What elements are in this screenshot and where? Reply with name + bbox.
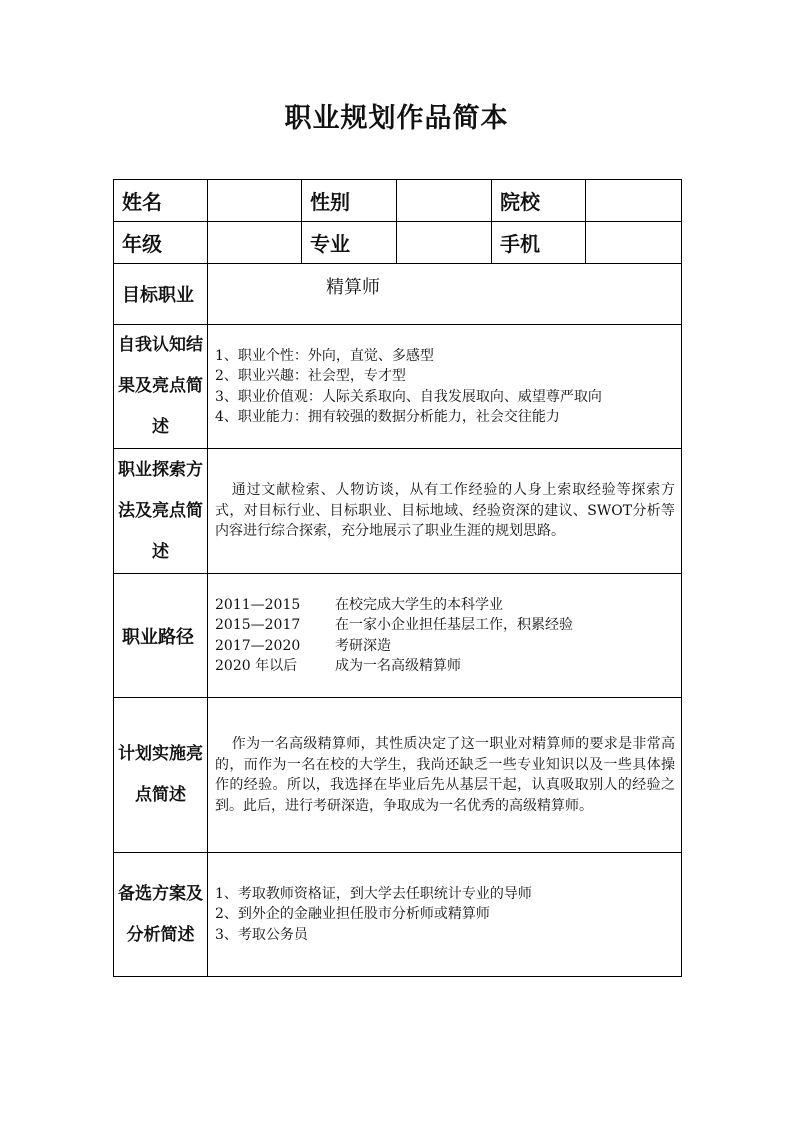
school-field[interactable] — [586, 180, 682, 222]
explore-cell — [208, 449, 682, 574]
target-row — [114, 264, 682, 325]
plan-text: 作为一名高级精算师，其性质决定了这一职业对精算师的要求是非常高的，而作为一名在校的大学生，我尚还缺乏一些专业知识以及一些具体操作的经验。所以，我选择在毕业后先从基层干起，认真吸取别人的经验之到。此后，进行考研深造，争取成为一名优秀的高级精算师。 — [215, 736, 675, 814]
target-cell — [208, 264, 682, 325]
self-list — [215, 346, 675, 428]
name-label: 姓名 — [114, 180, 208, 222]
self-cell — [208, 325, 682, 449]
self-label: 自我认知结果及亮点简述 — [114, 325, 208, 449]
target-label: 目标职业 — [114, 264, 208, 325]
self-item: 3、职业价值观：人际关系取向、自我发展取向、威望尊严取向 — [215, 388, 602, 405]
name-field[interactable] — [208, 180, 302, 222]
gender-field[interactable] — [397, 180, 492, 222]
path-desc: 在校完成大学生的本科学业 — [335, 596, 503, 613]
path-item — [215, 615, 675, 636]
self-item: 4、职业能力：拥有较强的数据分析能力，社会交往能力 — [215, 409, 560, 425]
alt-label: 备选方案及分析简述 — [114, 853, 208, 977]
alt-list — [215, 884, 675, 946]
path-cell — [208, 574, 682, 698]
grade-label: 年级 — [114, 222, 208, 264]
major-label: 专业 — [302, 222, 397, 264]
self-row — [114, 325, 682, 449]
path-item — [215, 656, 675, 677]
info-row-1 — [114, 180, 682, 222]
path-period: 2015—2017 — [215, 617, 301, 633]
path-row — [114, 574, 682, 698]
path-period: 2020 年以后 — [215, 658, 298, 674]
path-desc: 考研深造 — [335, 637, 391, 654]
path-item — [215, 636, 675, 657]
school-label: 院校 — [492, 180, 586, 222]
path-label: 职业路径 — [114, 574, 208, 698]
path-desc: 在一家小企业担任基层工作，积累经验 — [335, 617, 573, 633]
gender-label: 性别 — [302, 180, 397, 222]
plan-label: 计划实施亮点简述 — [114, 698, 208, 853]
explore-row — [114, 449, 682, 574]
grade-field[interactable] — [208, 222, 302, 264]
alt-row — [114, 853, 682, 977]
page-title: 职业规划作品简本 — [284, 103, 509, 134]
explore-label: 职业探索方法及亮点简述 — [114, 449, 208, 574]
self-item: 1、职业个性：外向，直觉、多感型 — [215, 347, 434, 364]
alt-item: 3、考取公务员 — [215, 926, 308, 943]
path-period: 2017—2020 — [215, 637, 301, 654]
self-item: 2、职业兴趣：社会型，专才型 — [215, 368, 406, 384]
path-period: 2011—2015 — [215, 596, 301, 613]
plan-cell — [208, 698, 682, 853]
alt-item: 2、到外企的金融业担任股市分析师或精算师 — [215, 906, 490, 923]
alt-item: 1、考取教师资格证，到大学去任职统计专业的导师 — [215, 885, 532, 902]
info-row-2 — [114, 222, 682, 264]
phone-label: 手机 — [492, 222, 586, 264]
path-desc: 成为一名高级精算师 — [335, 658, 461, 674]
alt-cell — [208, 853, 682, 977]
target-value: 精算师 — [326, 277, 380, 298]
career-plan-form — [113, 179, 682, 977]
explore-text: 通过文献检索、人物访谈，从有工作经验的人身上索取经验等探索方式，对目标行业、目标职业、目标地域、经验资深的建议、SWOT分析等内容进行综合探索，充分地展示了职业生涯的规划思路。 — [215, 482, 675, 540]
path-list — [215, 595, 675, 677]
major-field[interactable] — [397, 222, 492, 264]
phone-field[interactable] — [586, 222, 682, 264]
plan-row — [114, 698, 682, 853]
path-item — [215, 595, 675, 616]
